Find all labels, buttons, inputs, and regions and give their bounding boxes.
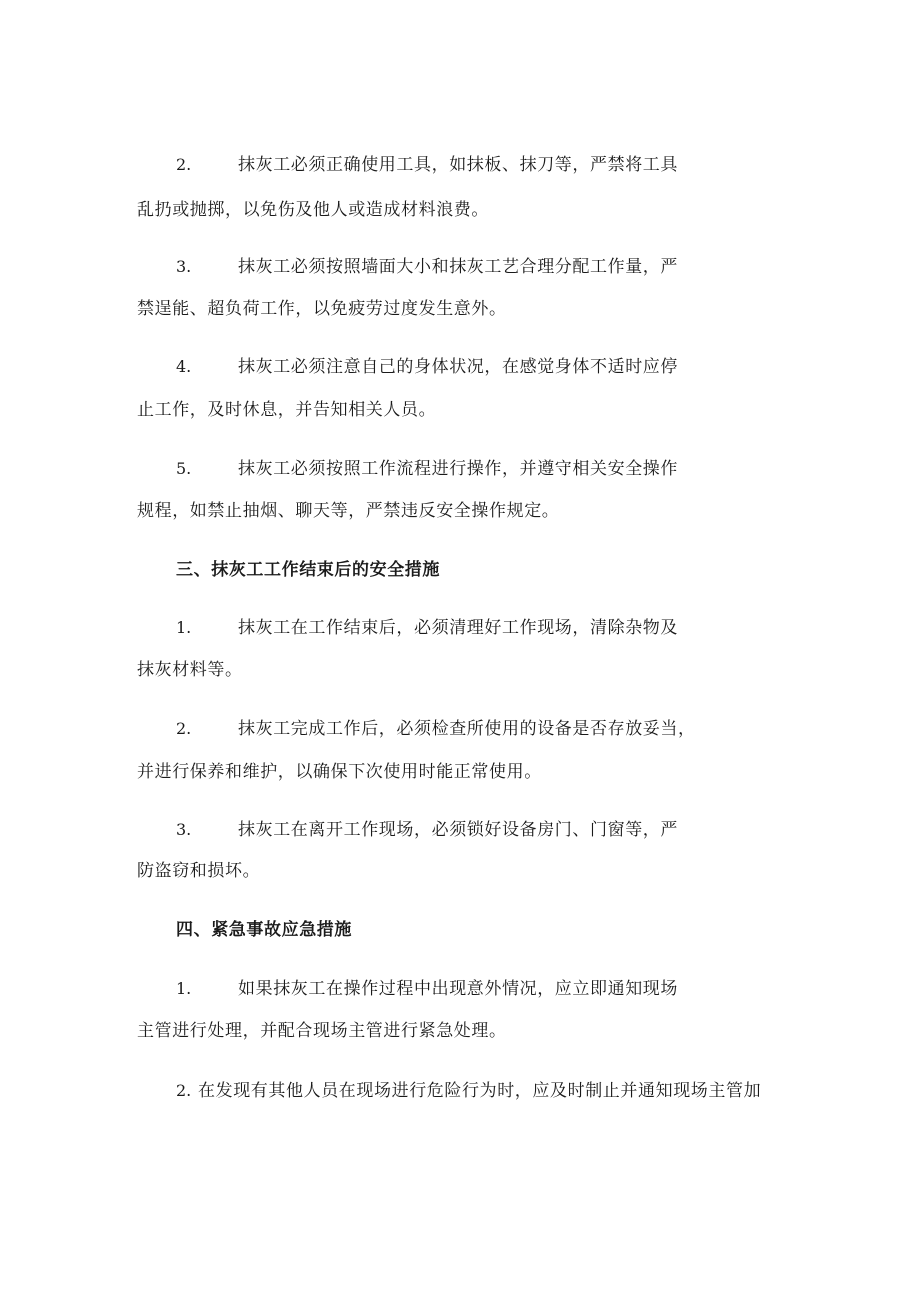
section-heading: 四、紧急事故应急措施 (176, 920, 352, 940)
item-text-line: 禁逞能、超负荷工作，以免疲劳过度发生意外。 (137, 299, 507, 319)
item-text-line: 规程，如禁止抽烟、聊天等，严禁违反安全操作规定。 (137, 501, 560, 521)
item-text-line: 止工作，及时休息，并告知相关人员。 (137, 400, 437, 420)
item-text-line: 抹灰材料等。 (137, 660, 243, 680)
item-text-line: 如果抹灰工在操作过程中出现意外情况，应立即通知现场 (238, 979, 678, 999)
item-number: 2. (176, 155, 192, 174)
item-text-line: 主管进行处理，并配合现场主管进行紧急处理。 (137, 1021, 507, 1041)
item-text-line: 抹灰工必须注意自己的身体状况，在感觉身体不适时应停 (238, 357, 678, 377)
item-text-line: 抹灰工必须按照墙面大小和抹灰工艺合理分配工作量，严 (238, 257, 678, 277)
item-text-line: 防盗窃和损坏。 (137, 861, 261, 881)
item-number: 1. (176, 618, 192, 637)
item-number: 4. (176, 357, 192, 376)
section-heading: 三、抹灰工工作结束后的安全措施 (176, 560, 440, 580)
item-text-line: 抹灰工必须按照工作流程进行操作，并遵守相关安全操作 (238, 459, 678, 479)
item-text-line: 抹灰工必须正确使用工具，如抹板、抹刀等，严禁将工具 (238, 155, 678, 175)
item-number: 2. (176, 1081, 192, 1100)
item-text-line: 抹灰工在工作结束后，必须清理好工作现场，清除杂物及 (238, 618, 678, 638)
item-text-line: 抹灰工完成工作后，必须检查所使用的设备是否存放妥当， (238, 719, 696, 739)
item-number: 3. (176, 820, 192, 839)
item-number: 5. (176, 459, 192, 478)
item-text-line: 并进行保养和维护，以确保下次使用时能正常使用。 (137, 762, 542, 782)
item-number: 2. (176, 719, 192, 738)
item-text-line: 乱扔或抛掷，以免伤及他人或造成材料浪费。 (137, 200, 489, 220)
item-number: 3. (176, 257, 192, 276)
item-text-line: 在发现有其他人员在现场进行危险行为时，应及时制止并通知现场主管加 (198, 1081, 762, 1101)
item-number: 1. (176, 979, 192, 998)
item-text-line: 抹灰工在离开工作现场，必须锁好设备房门、门窗等，严 (238, 820, 678, 840)
